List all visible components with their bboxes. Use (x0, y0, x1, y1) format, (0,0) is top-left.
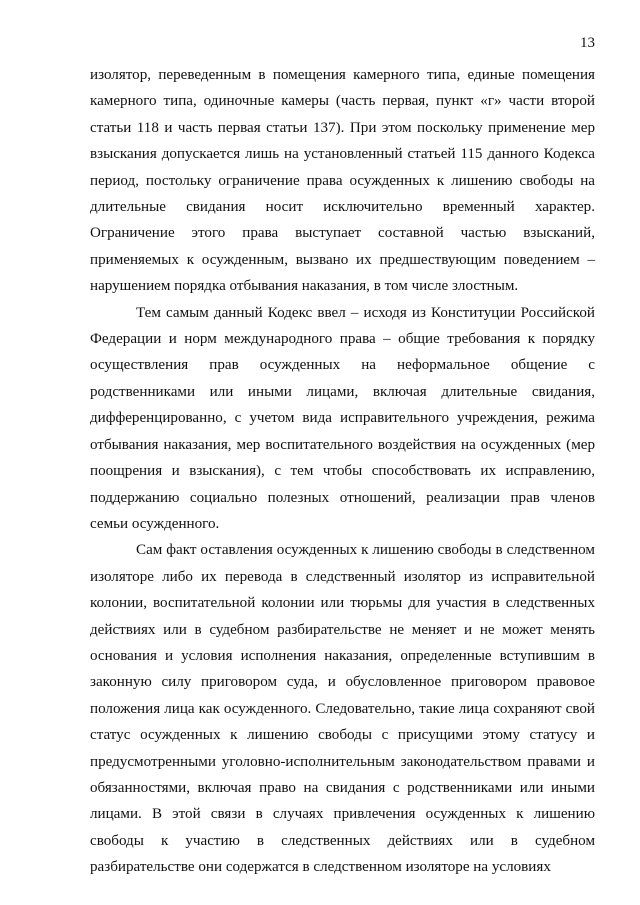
document-body (90, 62, 595, 881)
paragraph-continuation: изолятор, переведенным в помещения камерного типа, единые помещения камерного типа, одиночные камеры (часть первая, пункт «г» части второй статьи 118 и часть первая статьи 137). При этом поскольку применение мер взыскания допускается лишь на установленный статьей 115 данного Кодекса период, постольку ограничение права осужденных к лишению свободы на длительные свидания носит исключительно временный характер. Ограничение этого права выступает составной частью взысканий, применяемых к осужденным, вызвано их предшествующим поведением – нарушением порядка отбывания наказания, в том числе злостным. (90, 67, 595, 295)
paragraph-code-requirements: Тем самым данный Кодекс ввел – исходя из Конституции Российской Федерации и норм международного права – общие требования к порядку осуществления прав осужденных на неформальное общение с родственниками или иными лицами, включая длительные свидания, дифференцированно, с учетом вида исправительного учреждения, режима отбывания наказания, мер воспитательного воздействия на осужденных (мер поощрения и взыскания), с тем чтобы способствовать их исправлению, поддержанию социально полезных отношений, реализации прав членов семьи осужденного. (90, 304, 595, 532)
page-number: 13 (580, 35, 595, 51)
paragraph-detention-status: Сам факт оставления осужденных к лишению свободы в следственном изоляторе либо их перевода в следственный изолятор из исправительной колонии, воспитательной колонии или тюрьмы для участия в следственных действиях или в судебном разбирательстве не меняет и не может менять основания и условия исполнения наказания, определенные вступившим в законную силу приговором суда, и обусловленное приговором правовое положения лица как осужденного. Следовательно, такие лица сохраняют свой статус осужденных к лишению свободы с присущими этому статусу и предусмотренными уголовно-исполнительным законодательством правами и обязанностями, включая право на свидания с родственниками или иными лицами. В этой связи в случаях привлечения осужденных к лишению свободы к участию в следственных действиях или в судебном разбирательстве они содержатся в следственном изоляторе на условиях (90, 542, 595, 876)
